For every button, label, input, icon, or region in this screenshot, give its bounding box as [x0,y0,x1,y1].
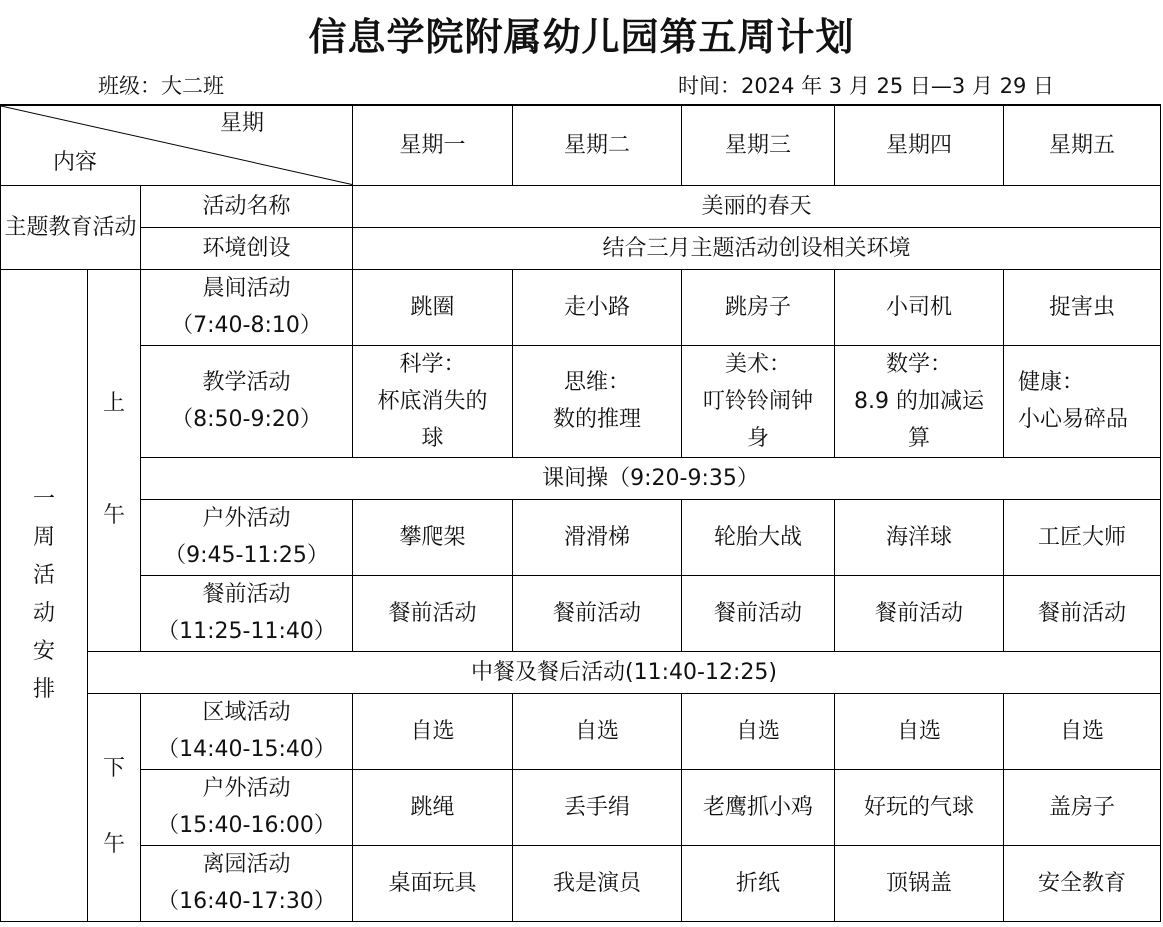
cell-mon: 跳绳 [353,769,513,845]
teaching-activity-row [1,345,1161,457]
slot-pre-meal [141,575,353,651]
cell-tue: 丢手绢 [513,769,682,845]
cell-wed: 老鹰抓小鸡 [682,769,835,845]
slot-time: （14:40-15:40） [157,737,336,762]
slot-name: 晨间活动 [202,276,291,301]
break-exercise-row [1,457,1161,499]
activity-name-value: 美丽的春天 [353,185,1161,227]
activity-name-label: 活动名称 [141,185,353,227]
lesson-subject: 健康： [1018,370,1085,395]
week-schedule-label [1,269,88,921]
diagonal-header-cell [1,105,353,185]
week-label-char: 安 [32,639,55,664]
theme-row-name [1,185,1161,227]
cell-thu: 顶锅盖 [835,845,1004,921]
lesson-subject: 美术： [725,351,792,377]
cell-mon: 餐前活动 [353,575,513,651]
slot-leave-activity [141,845,353,921]
slot-time: （16:40-17:30） [157,889,336,914]
cell-fri: 自选 [1004,693,1161,769]
day-header-mon: 星期一 [353,105,513,185]
slot-name: 教学活动 [202,370,291,395]
lesson-subject: 数学： [886,351,953,377]
outdoor-afternoon-row [1,769,1161,845]
lesson-wed [682,345,835,457]
cell-tue: 餐前活动 [513,575,682,651]
cell-tue: 走小路 [513,269,682,345]
morning-label-char: 午 [102,503,125,528]
slot-morning-activity [141,269,353,345]
day-header-wed: 星期三 [682,105,835,185]
cell-wed: 轮胎大战 [682,499,835,575]
day-header-tue: 星期二 [513,105,682,185]
cell-fri: 餐前活动 [1004,575,1161,651]
cell-thu: 好玩的气球 [835,769,1004,845]
lesson-fri [1004,345,1161,457]
slot-time: （11:25-11:40） [157,619,336,644]
cell-thu: 小司机 [835,269,1004,345]
environment-label: 环境创设 [141,227,353,269]
lesson-mon [353,345,513,457]
cell-tue: 自选 [513,693,682,769]
day-header-thu: 星期四 [835,105,1004,185]
slot-time: （7:40-8:10） [171,313,322,338]
week-label-char: 周 [32,525,55,550]
cell-mon: 攀爬架 [353,499,513,575]
cell-tue: 我是演员 [513,845,682,921]
class-label: 班级：大二班 [98,74,224,98]
slot-teaching-activity [141,345,353,457]
morning-activity-row [1,269,1161,345]
lesson-title: 杯底消失的 [377,388,488,414]
cell-fri: 工匠大师 [1004,499,1161,575]
environment-value: 结合三月主题活动创设相关环境 [353,227,1161,269]
cell-thu: 海洋球 [835,499,1004,575]
slot-outdoor-afternoon [141,769,353,845]
lunch-row [1,651,1161,693]
week-label-char: 动 [32,601,55,626]
date-range-label: 时间：2024 年 3 月 25 日—3 月 29 日 [678,74,1055,98]
pre-meal-row [1,575,1161,651]
week-label-char: 一 [32,487,55,512]
cell-mon: 跳圈 [353,269,513,345]
cell-tue: 滑滑梯 [513,499,682,575]
cell-thu: 餐前活动 [835,575,1004,651]
morning-label [88,269,141,651]
cell-mon: 自选 [353,693,513,769]
slot-time: （9:45-11:25） [164,543,329,568]
week-label-char: 活 [32,563,55,588]
weekly-plan-table [0,104,1161,922]
afternoon-label [88,693,141,921]
header-row [1,105,1161,185]
cell-fri: 安全教育 [1004,845,1161,921]
lesson-thu [835,345,1004,457]
cell-fri: 捉害虫 [1004,269,1161,345]
slot-name: 户外活动 [202,776,291,801]
break-exercise: 课间操（9:20-9:35） [141,457,1161,499]
cell-fri: 盖房子 [1004,769,1161,845]
slot-name: 区域活动 [202,700,291,725]
lesson-title: 8.9 的加减运 [854,388,984,414]
cell-thu: 自选 [835,693,1004,769]
afternoon-label-char: 午 [102,832,125,857]
day-header-fri: 星期五 [1004,105,1161,185]
page-title: 信息学院附属幼儿园第五周计划 [308,15,855,59]
theme-row-environment [1,227,1161,269]
lesson-title: 小心易碎品 [1018,407,1129,432]
slot-name: 离园活动 [202,852,291,877]
lesson-subject: 思维： [564,370,631,395]
slot-outdoor-morning [141,499,353,575]
slot-time: （8:50-9:20） [171,407,322,432]
slot-time: （15:40-16:00） [157,813,336,838]
lesson-title: 叮铃铃闹钟 [703,388,814,414]
day-axis-label: 星期 [220,111,265,136]
cell-wed: 折纸 [682,845,835,921]
slot-area-activity [141,693,353,769]
lesson-title-cont: 算 [908,425,931,451]
slot-name: 户外活动 [202,506,291,531]
leave-activity-row [1,845,1161,921]
afternoon-label-char: 下 [102,756,125,781]
cell-mon: 桌面玩具 [353,845,513,921]
content-axis-label: 内容 [53,150,98,175]
cell-wed: 跳房子 [682,269,835,345]
lunch-activity: 中餐及餐后活动(11:40-12:25) [88,651,1161,693]
lesson-title-cont: 球 [421,425,444,451]
lesson-tue [513,345,682,457]
lesson-title: 数的推理 [553,407,642,432]
lesson-title-cont: 身 [747,425,770,451]
lesson-subject: 科学： [399,351,466,377]
theme-label: 主题教育活动 [1,185,141,269]
cell-wed: 餐前活动 [682,575,835,651]
area-activity-row [1,693,1161,769]
outdoor-morning-row [1,499,1161,575]
morning-label-char: 上 [102,391,125,416]
week-label-char: 排 [32,677,55,702]
cell-wed: 自选 [682,693,835,769]
slot-name: 餐前活动 [202,582,291,607]
